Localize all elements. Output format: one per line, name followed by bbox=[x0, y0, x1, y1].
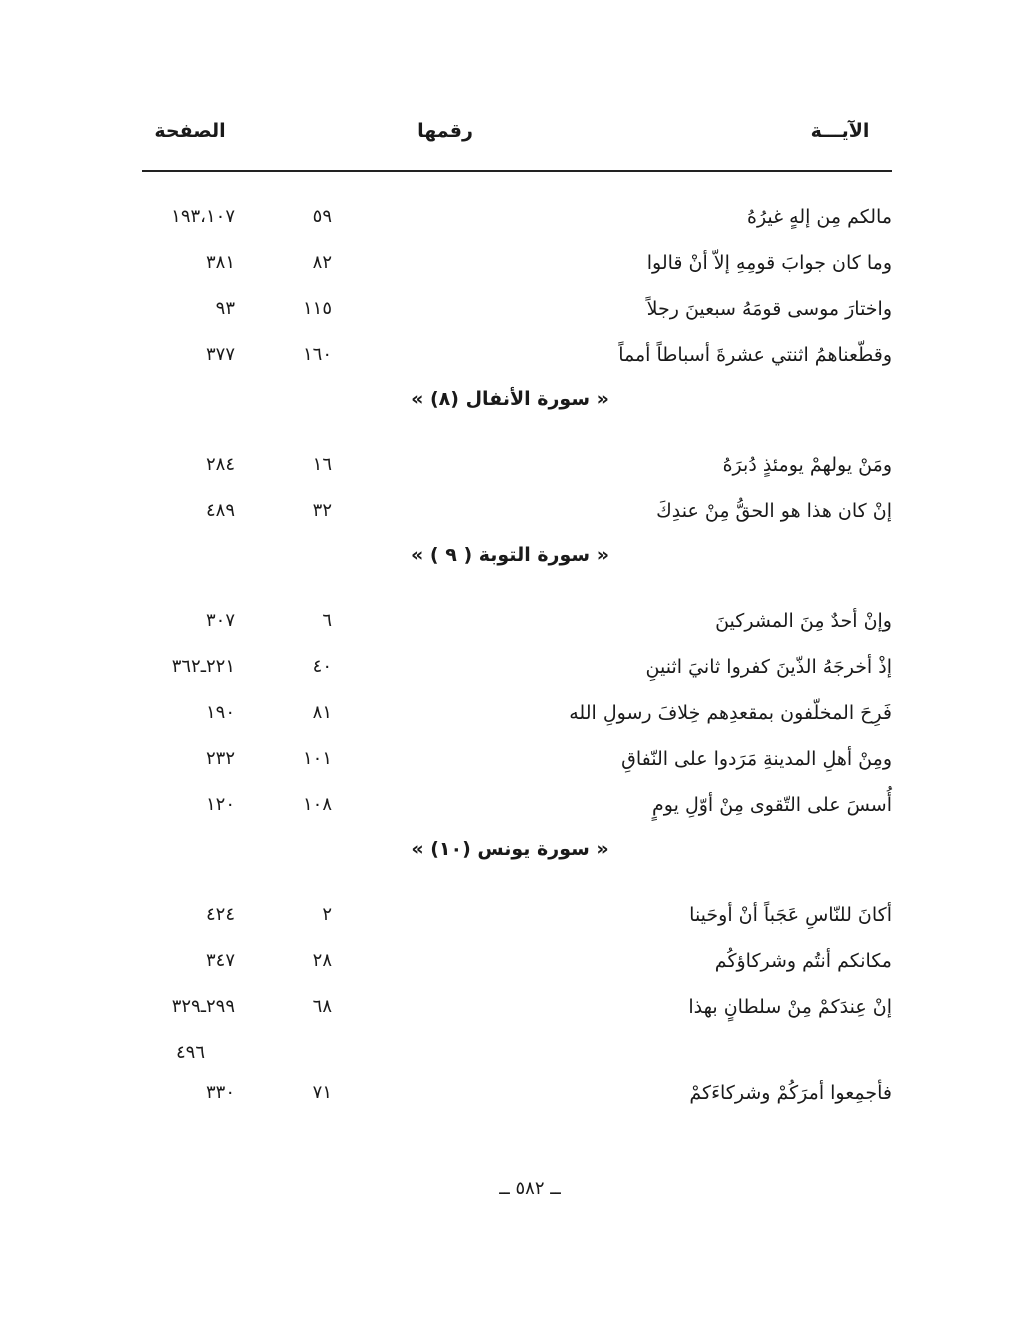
table-row bbox=[140, 246, 892, 292]
verse-number: ٢٨ bbox=[312, 950, 332, 971]
page-reference: ٣٨١ bbox=[205, 252, 235, 273]
table-row bbox=[140, 292, 892, 338]
verse-text: وما كان جوابَ قومِهِ إلاّ أنْ قالوا bbox=[646, 252, 892, 274]
verse-text: مالكم مِن إلهٍ غيرُهُ bbox=[746, 206, 892, 228]
verse-number: ٤٠ bbox=[312, 656, 332, 677]
verse-number: ٣٢ bbox=[312, 500, 332, 521]
verse-text: أكانَ للنّاسِ عَجَباً أنْ أوحَينا bbox=[689, 904, 892, 926]
page-reference: ٢٢١ـ٣٦٢ bbox=[171, 656, 235, 677]
header-divider bbox=[142, 170, 892, 172]
table-row bbox=[140, 898, 892, 944]
page-reference: ٣٣٠ bbox=[205, 1082, 235, 1103]
verse-number: ٢ bbox=[322, 904, 332, 925]
table-row bbox=[140, 742, 892, 788]
surah-title: « سورة الأنفال (٨) » bbox=[411, 388, 609, 410]
surah-heading-anfal bbox=[140, 384, 892, 448]
verse-text: واختارَ موسى قومَهُ سبعينَ رجلاً bbox=[646, 298, 892, 320]
header-verse: الآيـــة bbox=[810, 120, 870, 142]
verse-text: وإنْ أحدٌ مِنَ المشركينَ bbox=[715, 610, 892, 632]
page-reference: ٣٤٧ bbox=[205, 950, 235, 971]
page-reference: ٢٩٩ـ٣٢٩ bbox=[171, 996, 235, 1017]
surah-title: « سورة التوبة ( ٩ ) » bbox=[411, 544, 609, 566]
verse-number: ٨٢ bbox=[312, 252, 332, 273]
header-number: رقمها bbox=[417, 120, 473, 142]
verse-number: ١٠٨ bbox=[302, 794, 332, 815]
page-reference: ١٢٠ bbox=[205, 794, 235, 815]
page-reference: ٣٧٧ bbox=[205, 344, 235, 365]
verse-number: ١١٥ bbox=[302, 298, 332, 319]
page-reference: ١٩٠ bbox=[205, 702, 235, 723]
page-reference: ٩٣ bbox=[215, 298, 235, 319]
verse-text: إنْ عِندَكمْ مِنْ سلطانٍ بهذا bbox=[688, 996, 892, 1018]
page-reference: ٢٨٤ bbox=[205, 454, 235, 475]
verse-number: ١٠١ bbox=[302, 748, 332, 769]
table-row bbox=[140, 200, 892, 246]
table-row bbox=[140, 788, 892, 834]
table-row bbox=[140, 990, 892, 1036]
verse-text: ومَنْ يولهمْ يومئذٍ دُبرَهُ bbox=[722, 454, 892, 476]
verse-text: إنْ كان هذا هو الحقُّ مِنْ عندِكَ bbox=[656, 500, 892, 522]
header-page: الصفحة bbox=[154, 120, 226, 142]
table-header bbox=[140, 120, 892, 160]
table-row-continuation bbox=[140, 1036, 892, 1076]
table-row bbox=[140, 696, 892, 742]
verse-text: وقطّعناهمُ اثنتي عشرةَ أسباطاً أمماً bbox=[618, 344, 892, 366]
page-reference: ١٩٣،١٠٧ bbox=[171, 206, 235, 227]
verse-text: إذْ أخرجَهُ الذّينَ كفروا ثانيَ اثنينِ bbox=[645, 656, 892, 678]
table-row bbox=[140, 338, 892, 384]
verse-number: ٦٨ bbox=[312, 996, 332, 1017]
verse-text: ومِنْ أهلِ المدينةِ مَرَدوا على النّفاقِ bbox=[621, 748, 892, 770]
table-row bbox=[140, 448, 892, 494]
verse-number: ٦ bbox=[322, 610, 332, 631]
page-reference: ٢٣٢ bbox=[205, 748, 235, 769]
verse-number: ٨١ bbox=[312, 702, 332, 723]
table-row bbox=[140, 494, 892, 540]
verse-text: أُسسَ على التّقوى مِنْ أوّلِ يومٍ bbox=[652, 794, 892, 816]
surah-title: « سورة يونس (١٠) » bbox=[411, 838, 609, 860]
table-row bbox=[140, 944, 892, 990]
table-row bbox=[140, 650, 892, 696]
verse-number: ١٦ bbox=[312, 454, 332, 475]
page-reference-continued: ٤٩٦ bbox=[175, 1042, 205, 1063]
verse-text: فَرِحَ المخلّفون بمقعدِهم خِلافَ رسولِ الله bbox=[569, 702, 892, 724]
verse-text: مكانكم أنتُم وشركاؤكُم bbox=[714, 950, 892, 972]
index-table bbox=[140, 200, 892, 1122]
table-row bbox=[140, 1076, 892, 1122]
verse-text: فأجمِعوا أمرَكُمْ وشركاءَكمْ bbox=[689, 1082, 892, 1104]
table-row bbox=[140, 604, 892, 650]
verse-number: ٧١ bbox=[312, 1082, 332, 1103]
verse-number: ١٦٠ bbox=[302, 344, 332, 365]
page-reference: ٣٠٧ bbox=[205, 610, 235, 631]
page-number: ــ ٥٨٢ ــ bbox=[499, 1178, 561, 1199]
verse-number: ٥٩ bbox=[312, 206, 332, 227]
page-reference: ٤٢٤ bbox=[205, 904, 235, 925]
surah-heading-yunus bbox=[140, 834, 892, 898]
surah-heading-tawba bbox=[140, 540, 892, 604]
page-reference: ٤٨٩ bbox=[205, 500, 235, 521]
